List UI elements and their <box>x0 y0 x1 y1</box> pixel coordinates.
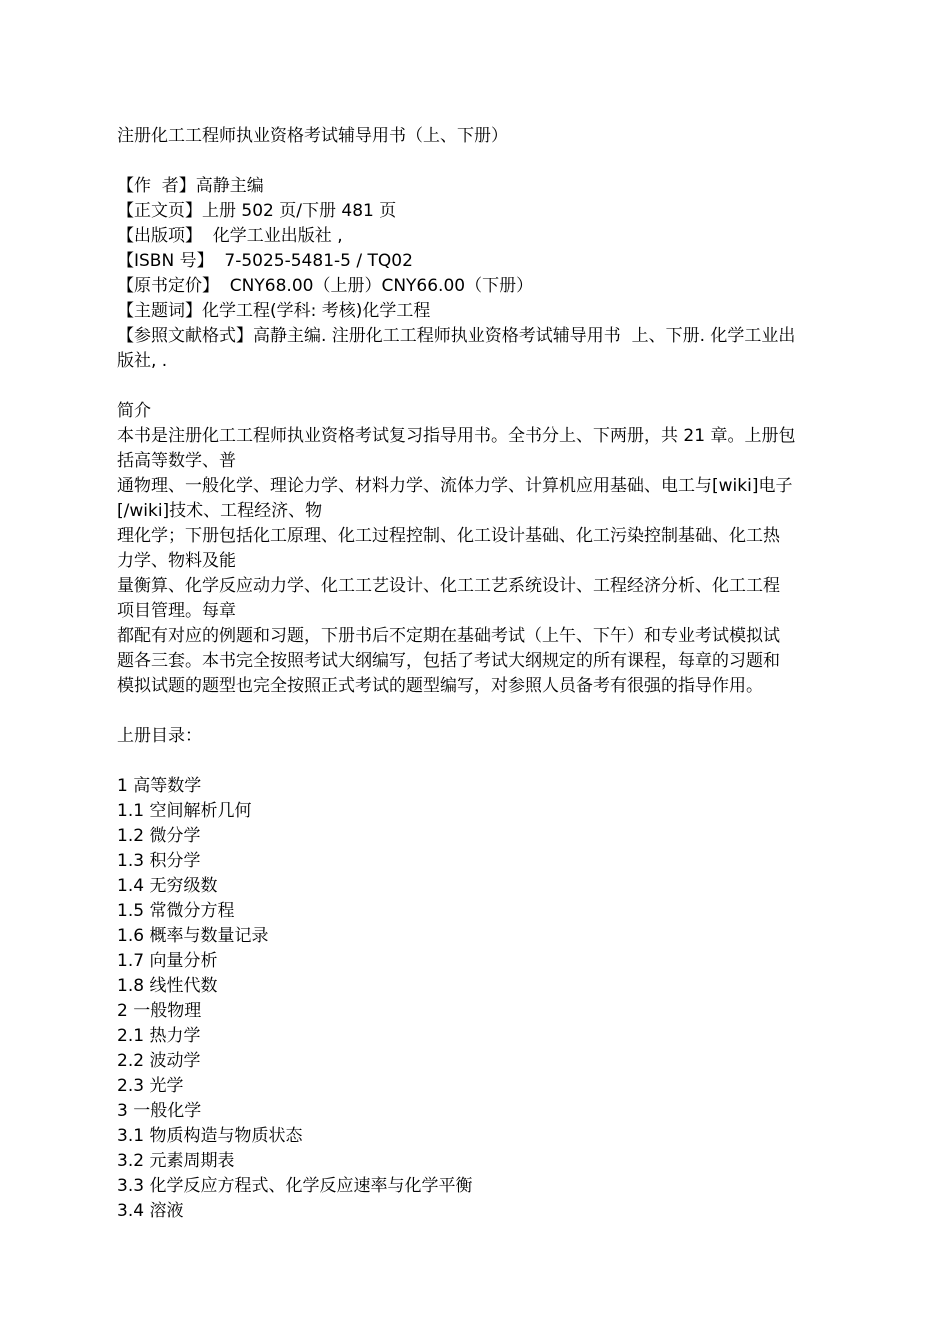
toc-item: 3.3 化学反应方程式、化学反应速率与化学平衡 <box>117 1176 473 1196</box>
meta-publisher: 【出版项】 化学工业出版社 , <box>117 226 343 246</box>
toc-item: 3 一般化学 <box>117 1101 202 1121</box>
intro-line: 本书是注册化工工程师执业资格考试复习指导用书。全书分上、下两册，共 21 章。上册包 <box>117 426 796 446</box>
toc-item: 2.1 热力学 <box>117 1026 201 1046</box>
intro-line: 都配有对应的例题和习题，下册书后不定期在基础考试（上午、下午）和专业考试模拟试 <box>117 626 780 646</box>
toc-item: 1 高等数学 <box>117 776 202 796</box>
intro-line: 量衡算、化学反应动力学、化工工艺设计、化工工艺系统设计、工程经济分析、化工工程 <box>117 576 780 596</box>
spacer <box>117 149 877 174</box>
intro-line: 项目管理。每章 <box>117 601 236 621</box>
toc-item: 1.1 空间解析几何 <box>117 801 252 821</box>
toc-item: 1.4 无穷级数 <box>117 876 218 896</box>
spacer <box>117 749 877 774</box>
toc-item: 2.2 波动学 <box>117 1051 201 1071</box>
toc-item: 1.8 线性代数 <box>117 976 218 996</box>
spacer <box>117 374 877 399</box>
intro-section <box>117 399 877 699</box>
spacer <box>117 699 877 724</box>
meta-pages: 【正文页】上册 502 页/下册 481 页 <box>117 201 397 221</box>
toc-item: 1.6 概率与数量记录 <box>117 926 269 946</box>
meta-isbn: 【ISBN 号】 7-5025-5481-5 / TQ02 <box>117 251 413 271</box>
toc-section <box>117 724 877 1224</box>
document-title: 注册化工工程师执业资格考试辅导用书（上、下册） <box>117 126 508 146</box>
toc-item: 1.2 微分学 <box>117 826 201 846</box>
toc-item: 1.3 积分学 <box>117 851 201 871</box>
toc-item: 3.2 元素周期表 <box>117 1151 235 1171</box>
toc-item: 1.5 常微分方程 <box>117 901 235 921</box>
meta-keywords: 【主题词】化学工程(学科: 考核)化学工程 <box>117 301 431 321</box>
intro-line: 模拟试题的题型也完全按照正式考试的题型编写，对参照人员备考有很强的指导作用。 <box>117 676 763 696</box>
intro-line: 力学、物料及能 <box>117 551 236 571</box>
meta-author: 【作 者】高静主编 <box>117 176 264 196</box>
toc-item: 2.3 光学 <box>117 1076 184 1096</box>
intro-line: [/wiki]技术、工程经济、物 <box>117 501 323 521</box>
meta-citation-line: 版社, . <box>117 351 168 371</box>
toc-item: 3.4 溶液 <box>117 1201 184 1221</box>
toc-item: 1.7 向量分析 <box>117 951 218 971</box>
toc-item: 3.1 物质构造与物质状态 <box>117 1126 303 1146</box>
intro-line: 理化学；下册包括化工原理、化工过程控制、化工设计基础、化工污染控制基础、化工热 <box>117 526 780 546</box>
meta-price: 【原书定价】 CNY68.00（上册）CNY66.00（下册） <box>117 276 534 296</box>
intro-line: 题各三套。本书完全按照考试大纲编写，包括了考试大纲规定的所有课程，每章的习题和 <box>117 651 780 671</box>
intro-heading: 简介 <box>117 401 151 421</box>
toc-item: 2 一般物理 <box>117 1001 202 1021</box>
intro-line: 括高等数学、普 <box>117 451 236 471</box>
toc-heading: 上册目录： <box>117 726 202 746</box>
meta-citation-line: 【参照文献格式】高静主编. 注册化工工程师执业资格考试辅导用书 上、下册. 化学工业出 <box>117 326 796 346</box>
document-page <box>117 124 877 1224</box>
book-metadata <box>117 174 877 374</box>
intro-line: 通物理、一般化学、理论力学、材料力学、流体力学、计算机应用基础、电工与[wiki]电子 <box>117 476 793 496</box>
